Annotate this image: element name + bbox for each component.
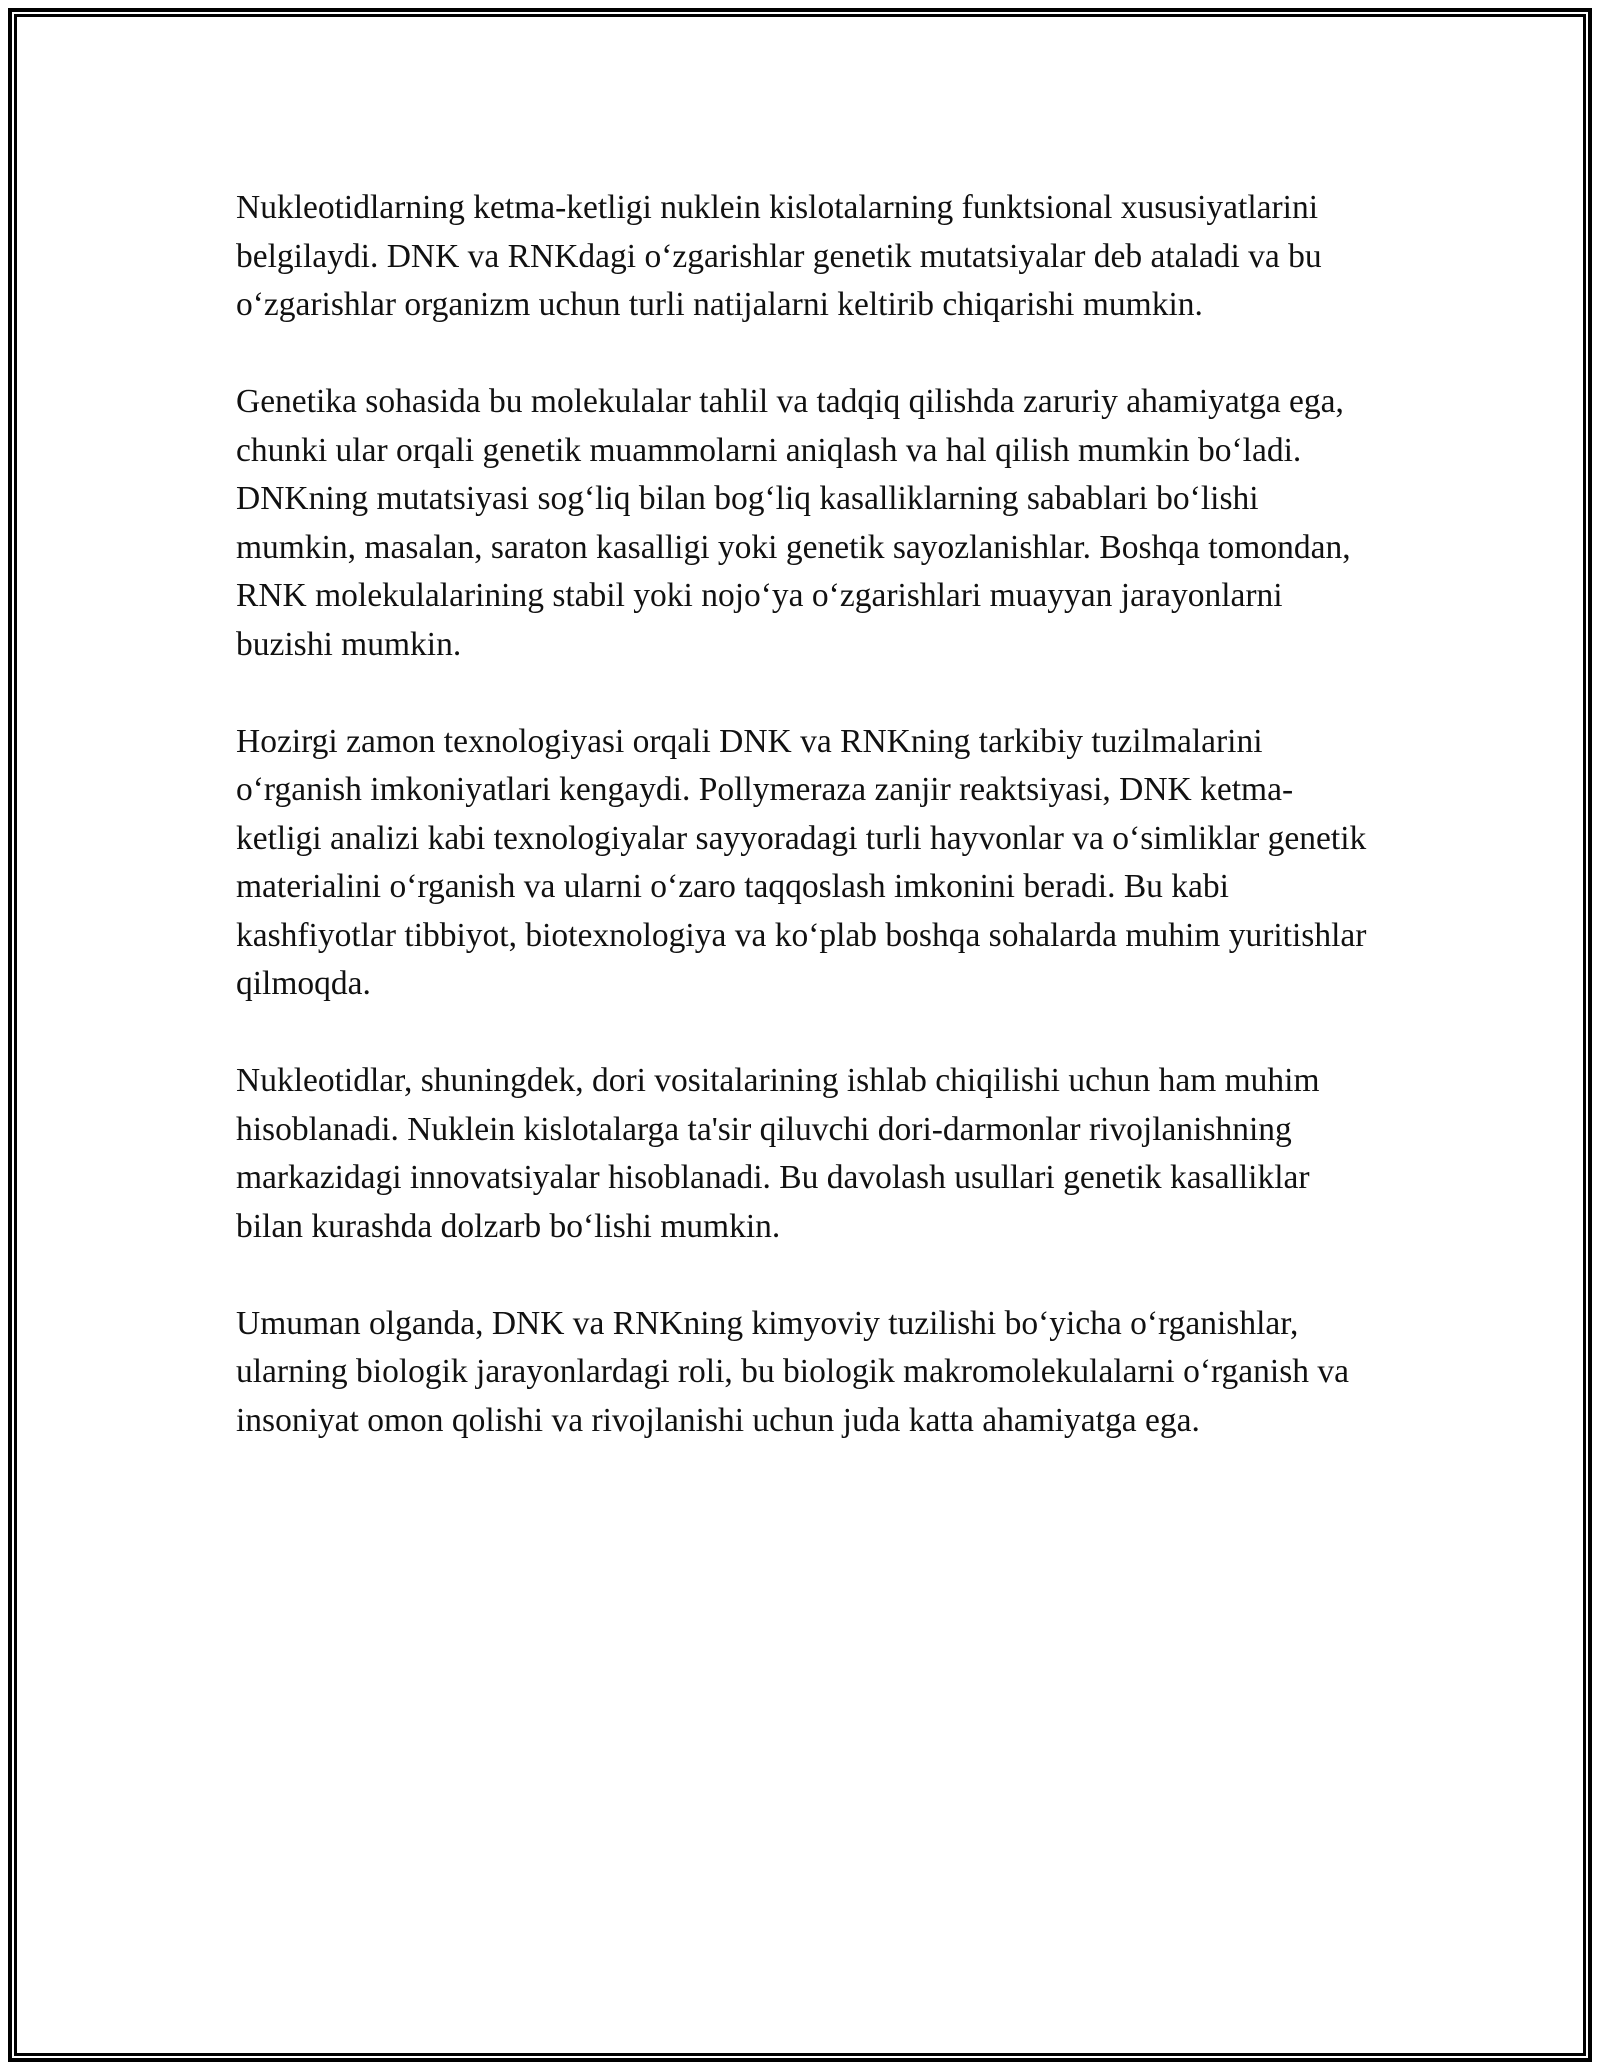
document-body [236,184,1376,1494]
paragraph-2: Genetika sohasida bu molekulalar tahlil va tadqiq qilishda zaruriy ahamiyatga ega, chunki ular orqali genetik muammolarni aniqlash va hal qilish mumkin bo‘ladi. DNKning mutatsiyasi sog‘liq bilan bog‘liq kasalliklarning sabablari bo‘lishi mumkin, masalan, saraton kasalligi yoki genetik sayozlanishlar. Boshqa tomondan, RNK molekulalarining stabil yoki nojo‘ya o‘zgarishlari muayyan jarayonlarni buzishi mumkin. [236,383,1351,663]
paragraph-1: Nukleotidlarning ketma-ketligi nuklein kislotalarning funktsional xususiyatlarini belgilaydi. DNK va RNKdagi o‘zgarishlar genetik mutatsiyalar deb ataladi va bu o‘zgarishlar organizm uchun turli natijalarni keltirib chiqarishi mumkin. [236,189,1322,323]
paragraph-3: Hozirgi zamon texnologiyasi orqali DNK va RNKning tarkibiy tuzilmalarini o‘rganish imkoniyatlari kengaydi. Pollymeraza zanjir reaktsiyasi, DNK ketma-ketligi analizi kabi texnologiyalar sayyoradagi turli hayvonlar va o‘simliklar genetik materialini o‘rganish va ularni o‘zaro taqqoslash imkonini beradi. Bu kabi kashfiyotlar tibbiyot, biotexnologiya va ko‘plab boshqa sohalarda muhim yuritishlar qilmoqda. [236,722,1367,1002]
paragraph-5: Umuman olganda, DNK va RNKning kimyoviy tuzilishi bo‘yicha o‘rganishlar, ularning biologik jarayonlardagi roli, bu biologik makromolekulalarni o‘rganish va insoniyat omon qolishi va rivojlanishi uchun juda katta ahamiyatga ega. [236,1304,1350,1439]
paragraph-4: Nukleotidlar, shuningdek, dori vositalarining ishlab chiqilishi uchun ham muhim hisoblanadi. Nuklein kislotalarga ta'sir qiluvchi dori-darmonlar rivojlanishning markazidagi innovatsiyalar hisoblanadi. Bu davolash usullari genetik kasalliklar bilan kurashda dolzarb bo‘lishi mumkin. [236,1062,1320,1245]
